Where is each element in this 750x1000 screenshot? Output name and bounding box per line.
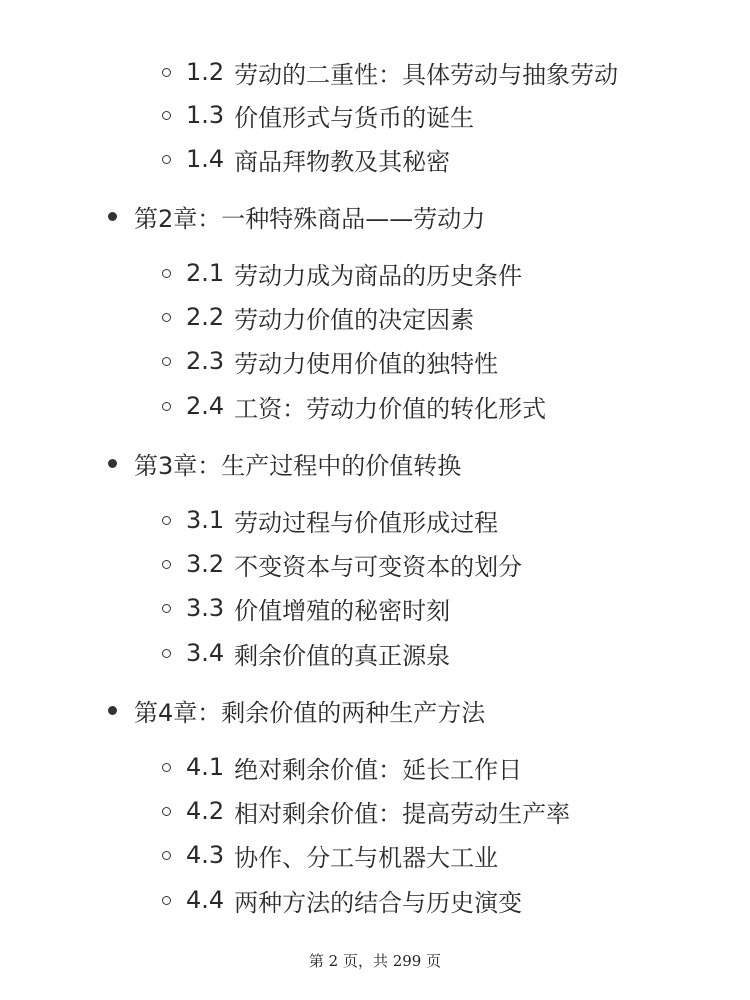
section-number: 2.4 — [186, 392, 225, 420]
section-title: 劳动力成为商品的历史条件 — [234, 261, 523, 290]
outline-subsection — [162, 256, 522, 290]
chapter-title: 第3章：生产过程中的价值转换 — [134, 451, 462, 480]
outline-subsection — [162, 547, 522, 581]
section-number: 3.2 — [186, 550, 225, 578]
disc-bullet-icon — [108, 459, 117, 468]
section-number: 3.3 — [186, 594, 225, 622]
outline-subsection — [162, 344, 498, 378]
section-number: 2.3 — [186, 347, 225, 375]
chapter-title: 第2章：一种特殊商品——劳动力 — [134, 204, 486, 233]
section-number: 4.4 — [186, 886, 225, 914]
circle-bullet-icon — [162, 111, 171, 120]
section-title: 劳动力价值的决定因素 — [234, 305, 475, 334]
disc-bullet-icon — [108, 706, 117, 715]
circle-bullet-icon — [162, 649, 171, 658]
circle-bullet-icon — [162, 896, 171, 905]
disc-bullet-icon — [108, 212, 117, 221]
circle-bullet-icon — [162, 604, 171, 613]
circle-bullet-icon — [162, 402, 171, 411]
circle-bullet-icon — [162, 357, 171, 366]
section-number: 1.2 — [186, 58, 225, 86]
outline-subsection — [162, 389, 546, 423]
outline-chapter — [108, 199, 485, 233]
section-title: 工资：劳动力价值的转化形式 — [234, 394, 547, 423]
outline-chapter — [108, 693, 485, 727]
section-number: 2.1 — [186, 259, 225, 287]
outline-subsection — [162, 300, 474, 334]
outline-subsection — [162, 636, 450, 670]
circle-bullet-icon — [162, 155, 171, 164]
section-title: 劳动的二重性：具体劳动与抽象劳动 — [234, 60, 619, 89]
circle-bullet-icon — [162, 763, 171, 772]
circle-bullet-icon — [162, 313, 171, 322]
section-title: 不变资本与可变资本的划分 — [234, 552, 523, 581]
outline-subsection — [162, 142, 450, 176]
section-title: 两种方法的结合与历史演变 — [234, 888, 523, 917]
section-title: 商品拜物教及其秘密 — [234, 147, 451, 176]
section-number: 2.2 — [186, 303, 225, 331]
outline-subsection — [162, 750, 522, 784]
circle-bullet-icon — [162, 269, 171, 278]
section-title: 价值增殖的秘密时刻 — [234, 596, 451, 625]
outline-subsection — [162, 591, 450, 625]
circle-bullet-icon — [162, 560, 171, 569]
outline-subsection — [162, 98, 474, 132]
section-title: 价值形式与货币的诞生 — [234, 103, 475, 132]
outline-subsection — [162, 883, 522, 917]
section-number: 4.3 — [186, 841, 225, 869]
section-title: 绝对剩余价值：延长工作日 — [234, 755, 523, 784]
outline-subsection — [162, 794, 570, 828]
page-number-footer: 第 2 页，共 299 页 — [308, 952, 442, 970]
outline-subsection — [162, 503, 498, 537]
section-number: 4.1 — [186, 753, 225, 781]
section-title: 劳动过程与价值形成过程 — [234, 508, 499, 537]
section-number: 3.4 — [186, 639, 225, 667]
outline-subsection — [162, 55, 618, 89]
circle-bullet-icon — [162, 516, 171, 525]
section-title: 协作、分工与机器大工业 — [234, 843, 499, 872]
outline-subsection — [162, 838, 498, 872]
circle-bullet-icon — [162, 851, 171, 860]
section-number: 4.2 — [186, 797, 225, 825]
circle-bullet-icon — [162, 807, 171, 816]
section-title: 劳动力使用价值的独特性 — [234, 349, 499, 378]
section-title: 相对剩余价值：提高劳动生产率 — [234, 799, 571, 828]
section-number: 1.4 — [186, 145, 225, 173]
circle-bullet-icon — [162, 68, 171, 77]
section-title: 剩余价值的真正源泉 — [234, 641, 451, 670]
section-number: 3.1 — [186, 506, 225, 534]
section-number: 1.3 — [186, 101, 225, 129]
outline-chapter — [108, 446, 461, 480]
chapter-title: 第4章：剩余价值的两种生产方法 — [134, 698, 486, 727]
